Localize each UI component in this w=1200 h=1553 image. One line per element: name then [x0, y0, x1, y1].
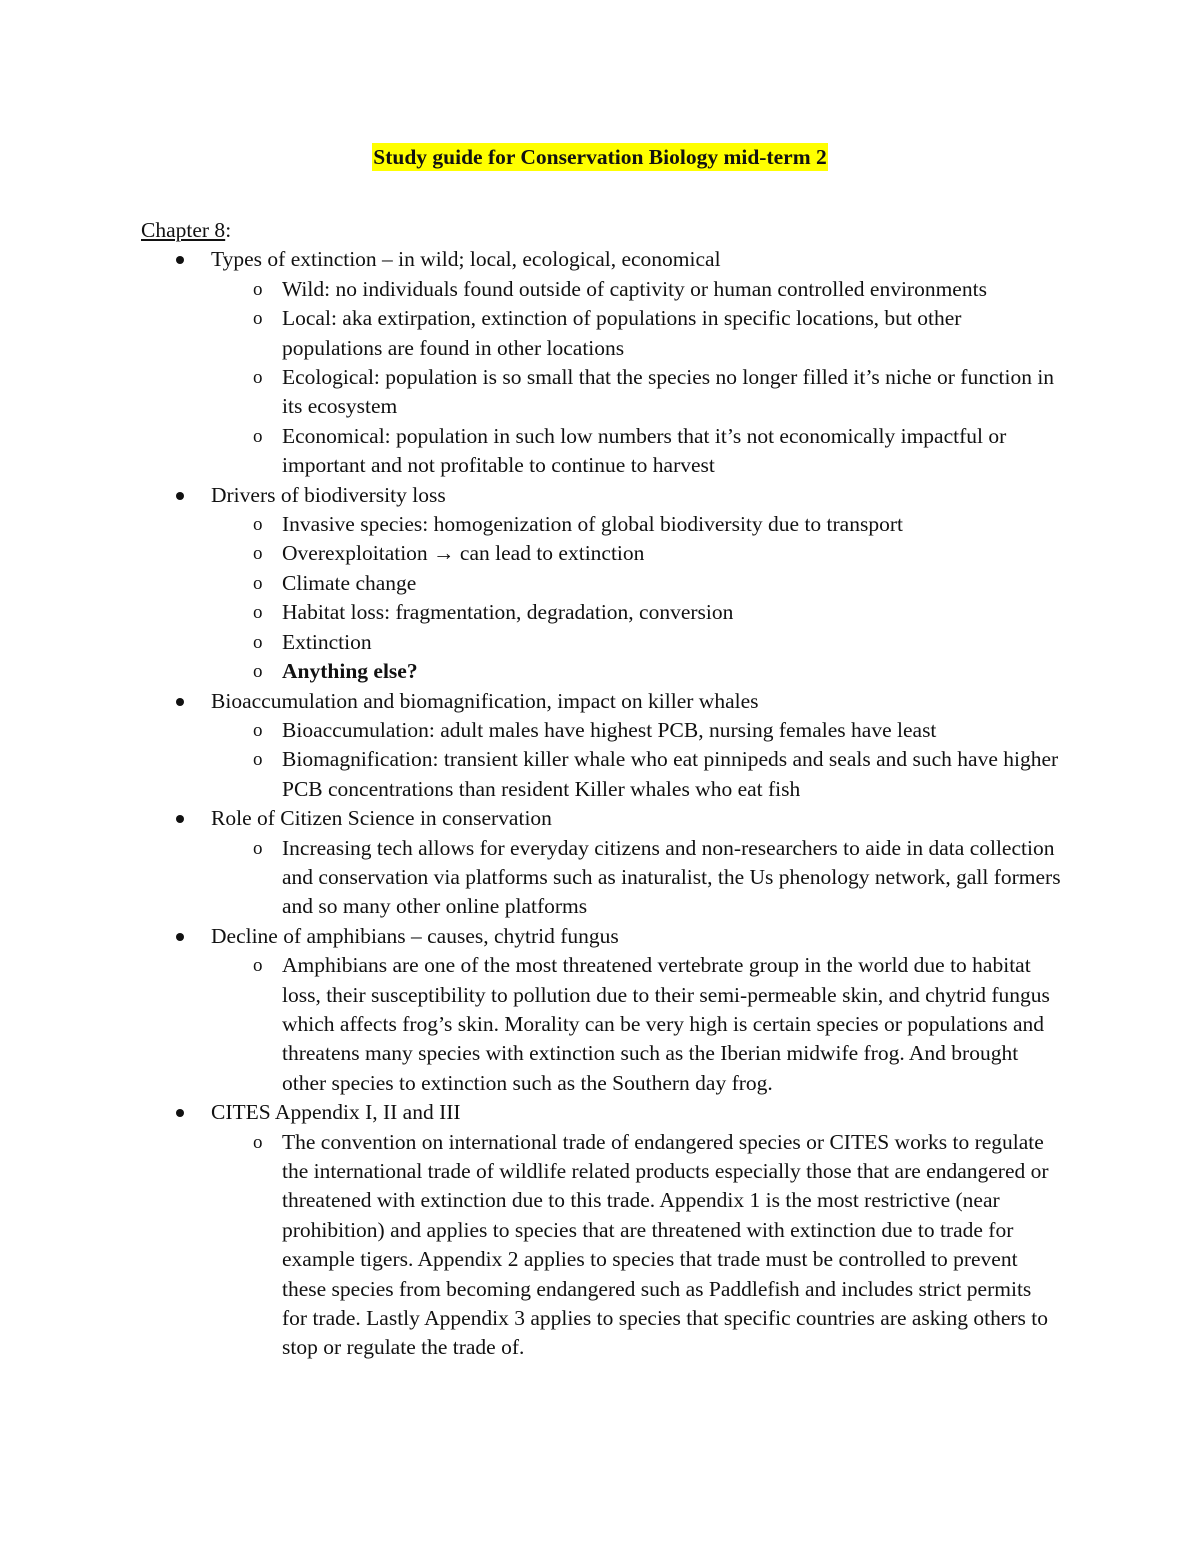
sub-bullet-icon: o: [253, 572, 263, 594]
section-heading: Bioaccumulation and biomagnification, impact on killer whales: [211, 688, 759, 713]
sub-bullet-icon: o: [253, 661, 263, 683]
sub-item: [141, 539, 1061, 568]
bullet-dot-icon: [176, 1109, 184, 1117]
sub-bullet-icon: o: [253, 837, 263, 859]
sub-item: [141, 745, 1061, 804]
sub-item: [141, 951, 1061, 1098]
sub-bullet-icon: o: [253, 602, 263, 624]
sub-bullet-icon: o: [253, 543, 263, 565]
section-item: [141, 245, 1061, 480]
sub-bullet-icon: o: [253, 425, 263, 447]
sub-bullet-icon: o: [253, 278, 263, 300]
section-heading: Role of Citizen Science in conservation: [211, 806, 552, 831]
section-item: [141, 804, 1061, 922]
title-wrap: [0, 143, 1200, 171]
sub-item-text: Local: aka extirpation, extinction of populations in specific locations, but other populations are found in other locations: [282, 306, 962, 360]
sub-item: [141, 598, 1061, 627]
sub-item-text: Wild: no individuals found outside of captivity or human controlled environments: [282, 276, 987, 301]
section-heading: CITES Appendix I, II and III: [211, 1100, 461, 1125]
section-heading: Drivers of biodiversity loss: [211, 482, 446, 507]
sub-item: [141, 834, 1061, 922]
sub-item-text: Bioaccumulation: adult males have highest PCB, nursing females have least: [282, 717, 937, 742]
bullet-dot-icon: [176, 698, 184, 706]
sub-item-list: [211, 510, 1061, 686]
sub-item-list: [211, 716, 1061, 804]
section-item: [141, 687, 1061, 805]
section-heading: Types of extinction – in wild; local, ecological, economical: [211, 247, 721, 272]
sub-bullet-icon: o: [253, 631, 263, 653]
sub-item-text: The convention on international trade of endangered species or CITES works to regulate the international trade of wildlife related products especially those that are endangered or threatened with extinction due to this trade. Appendix 1 is the most restrictive (near prohibition) and applies to species that are threatened with extinction due to trade for example tigers. Appendix 2 applies to species that trade must be controlled to prevent these species from becoming endangered such as Paddlefish and includes strict permits for trade. Lastly Appendix 3 applies to species that specific countries are asking others to stop or regulate the trade of.: [282, 1129, 1049, 1360]
sub-item: [141, 628, 1061, 657]
sub-item-text: Invasive species: homogenization of global biodiversity due to transport: [282, 512, 903, 537]
sub-bullet-icon: o: [253, 367, 263, 389]
sub-item-text: Economical: population in such low numbers that it’s not economically impactful or important and not profitable to continue to harvest: [282, 423, 1007, 478]
sub-item-text: Anything else?: [282, 659, 418, 684]
sub-item: [141, 510, 1061, 539]
sub-item-text: Amphibians are one of the most threatened vertebrate group in the world due to habitat loss, their susceptibility to pollution due to their semi-permeable skin, and chytrid fungus which affects frog’s skin. Morality can be very high is certain species or populations and threatens many species with extinction such as the Iberian midwife frog. And brought other species to extinction such as the Southern day frog.: [282, 953, 1050, 1095]
sub-item-text: Biomagnification: transient killer whale who eat pinnipeds and seals and such have higher PCB concentrations than resident Killer whales who eat fish: [282, 747, 1059, 801]
bullet-dot-icon: [176, 933, 184, 941]
sub-item-list: [211, 275, 1061, 481]
sub-item-text: Overexploitation → can lead to extinction: [282, 541, 645, 566]
document-title: Study guide for Conservation Biology mid-term 2: [373, 145, 827, 169]
chapter-colon: :: [225, 218, 232, 242]
sub-item-text: Climate change: [282, 570, 417, 595]
sub-item-text: Ecological: population is so small that the species no longer filled it’s niche or function in its ecosystem: [282, 365, 1055, 419]
document-body: [141, 216, 1061, 1363]
sub-bullet-icon: o: [253, 308, 263, 330]
sub-bullet-icon: o: [253, 514, 263, 536]
bullet-dot-icon: [176, 815, 184, 823]
sub-item-text: Extinction: [282, 629, 372, 654]
chapter-label: Chapter 8: [141, 218, 226, 242]
sub-bullet-icon: o: [253, 719, 263, 741]
section-heading: Decline of amphibians – causes, chytrid fungus: [211, 923, 619, 948]
sub-bullet-icon: o: [253, 749, 263, 771]
sub-item: [141, 569, 1061, 598]
bullet-dot-icon: [176, 256, 184, 264]
sub-item-list: [211, 951, 1061, 1098]
chapter-heading: [141, 216, 1061, 245]
sub-item: [141, 1128, 1061, 1363]
sub-bullet-icon: o: [253, 955, 263, 977]
sub-item: [141, 275, 1061, 304]
sub-item-text: Increasing tech allows for everyday citizens and non-researchers to aide in data collection and conservation via platforms such as inaturalist, the Us phenology network, gall formers and so many other online platforms: [282, 835, 1061, 919]
sub-item: [141, 304, 1061, 363]
section-item: [141, 1098, 1061, 1363]
sub-item: [141, 657, 1061, 686]
sub-item-list: [211, 834, 1061, 922]
section-item: [141, 922, 1061, 1098]
sub-item: [141, 716, 1061, 745]
sub-item: [141, 363, 1061, 422]
sub-item: [141, 422, 1061, 481]
bullet-dot-icon: [176, 492, 184, 500]
section-list: [141, 245, 1061, 1362]
section-item: [141, 481, 1061, 687]
sub-bullet-icon: o: [253, 1131, 263, 1153]
sub-item-list: [211, 1128, 1061, 1363]
sub-item-text: Habitat loss: fragmentation, degradation, conversion: [282, 600, 734, 625]
